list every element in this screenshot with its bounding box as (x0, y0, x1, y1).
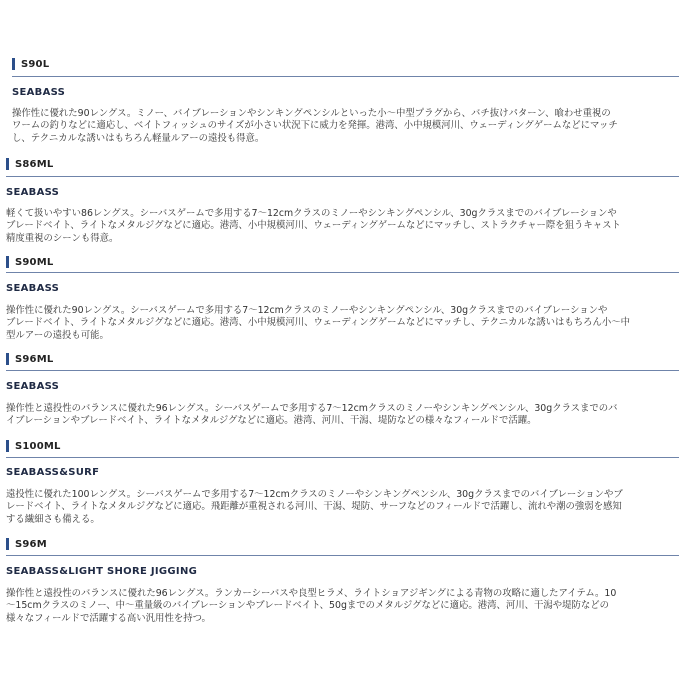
description-line: 型ルアーの遠投も可能。 (6, 329, 109, 341)
description (12, 108, 618, 145)
description (6, 489, 623, 526)
heading-accent-bar (6, 538, 9, 550)
model-name: S96ML (15, 353, 54, 365)
description-line: ～15cmクラスのミノー、中～重量級のバイブレーションやブレードベイト、50gまでのメタルジグなどに適応。港湾、河川、干潟や堤防などの (6, 600, 609, 612)
model-heading (6, 352, 53, 366)
model-heading (6, 255, 53, 269)
description-line: 精度重視のシーンも得意。 (6, 232, 119, 244)
category-label: SEABASS (12, 87, 66, 98)
section-divider (6, 272, 679, 273)
description-line: 操作性と遠投性のバランスに優れた96レングス。ランカーシーバスや良型ヒラメ、ライトショアジギングによる青物の攻略に適したアイテム。10 (6, 588, 617, 599)
heading-accent-bar (6, 353, 9, 365)
description-line: し、テクニカルな誘いはもちろん軽量ルアーの遠投も得意。 (12, 132, 265, 144)
heading-accent-bar (6, 158, 9, 170)
heading-accent-bar (6, 440, 9, 452)
description-line: する繊細さも備える。 (6, 513, 100, 525)
category-label: SEABASS (6, 381, 60, 392)
category-label: SEABASS (6, 187, 60, 198)
model-heading (12, 57, 49, 71)
model-heading (6, 537, 47, 551)
description (6, 208, 621, 245)
section-divider (6, 457, 679, 458)
description-line: 操作性に優れた90レングス。シーバスゲームで多用する7～12cmクラスのミノーやシンキングペンシル、30gクラスまでのバイブレーションや (6, 305, 608, 316)
description (6, 403, 618, 428)
description-line: ブレードベイト、ライトなメタルジグなどに適応。港湾、小中規模河川、ウェーディングゲームなどにマッチし、テクニカルな誘いはもちろん小～中 (6, 317, 630, 329)
category-label: SEABASS (6, 283, 60, 294)
category-label: SEABASS&LIGHT SHORE JIGGING (6, 566, 198, 577)
description-line: イブレーションやブレードベイト、ライトなメタルジグなどに適応。港湾、河川、干潟、堤防などの様々なフィールドで活躍。 (6, 415, 537, 427)
model-name: S100ML (15, 440, 61, 452)
model-heading (6, 157, 53, 171)
model-heading (6, 439, 61, 453)
description-line: レードベイト、ライトなメタルジグなどに適応。飛距離が重視される河川、干潟、堤防、サーフなどのフィールドで活躍し、流れや潮の強弱を感知 (6, 501, 622, 513)
description-line: 操作性と遠投性のバランスに優れた96レングス。シーバスゲームで多用する7～12cmクラスのミノーやシンキングペンシル、30gクラスまでのバ (6, 403, 618, 414)
model-name: S86ML (15, 158, 54, 170)
section-divider (12, 76, 679, 77)
description (6, 305, 630, 342)
description-line: 遠投性に優れた100レングス。シーバスゲームで多用する7～12cmクラスのミノーやシンキングペンシル、30gクラスまでのバイブレーションやブ (6, 489, 623, 500)
section-divider (6, 370, 679, 371)
description-line: ブレードベイト、ライトなメタルジグなどに適応。港湾、小中規模河川、ウェーディングゲームなどにマッチし、ストラクチャー際を狙うキャスト (6, 220, 621, 232)
description-line: ワームの釣りなどに適応し、ベイトフィッシュのサイズが小さい状況下に威力を発揮。港湾、小中規模河川、ウェーディングゲームなどにマッチ (12, 120, 618, 132)
description-line: 軽くて扱いやすい86レングス。シーバスゲームで多用する7～12cmクラスのミノーやシンキングペンシル、30gクラスまでのバイブレーションや (6, 208, 617, 219)
description-line: 操作性に優れた90レングス。ミノー、バイブレーションやシンキングペンシルといった小～中型プラグから、バチ抜けパターン、喰わせ重視の (12, 108, 611, 119)
model-name: S96M (15, 538, 47, 550)
category-label: SEABASS&SURF (6, 467, 100, 478)
model-name: S90L (21, 58, 50, 70)
section-divider (6, 555, 679, 556)
heading-accent-bar (6, 256, 9, 268)
description (6, 588, 616, 625)
description-line: 様々なフィールドで活躍する高い汎用性を持つ。 (6, 612, 211, 624)
heading-accent-bar (12, 58, 15, 70)
model-name: S90ML (15, 256, 54, 268)
section-divider (6, 176, 679, 177)
